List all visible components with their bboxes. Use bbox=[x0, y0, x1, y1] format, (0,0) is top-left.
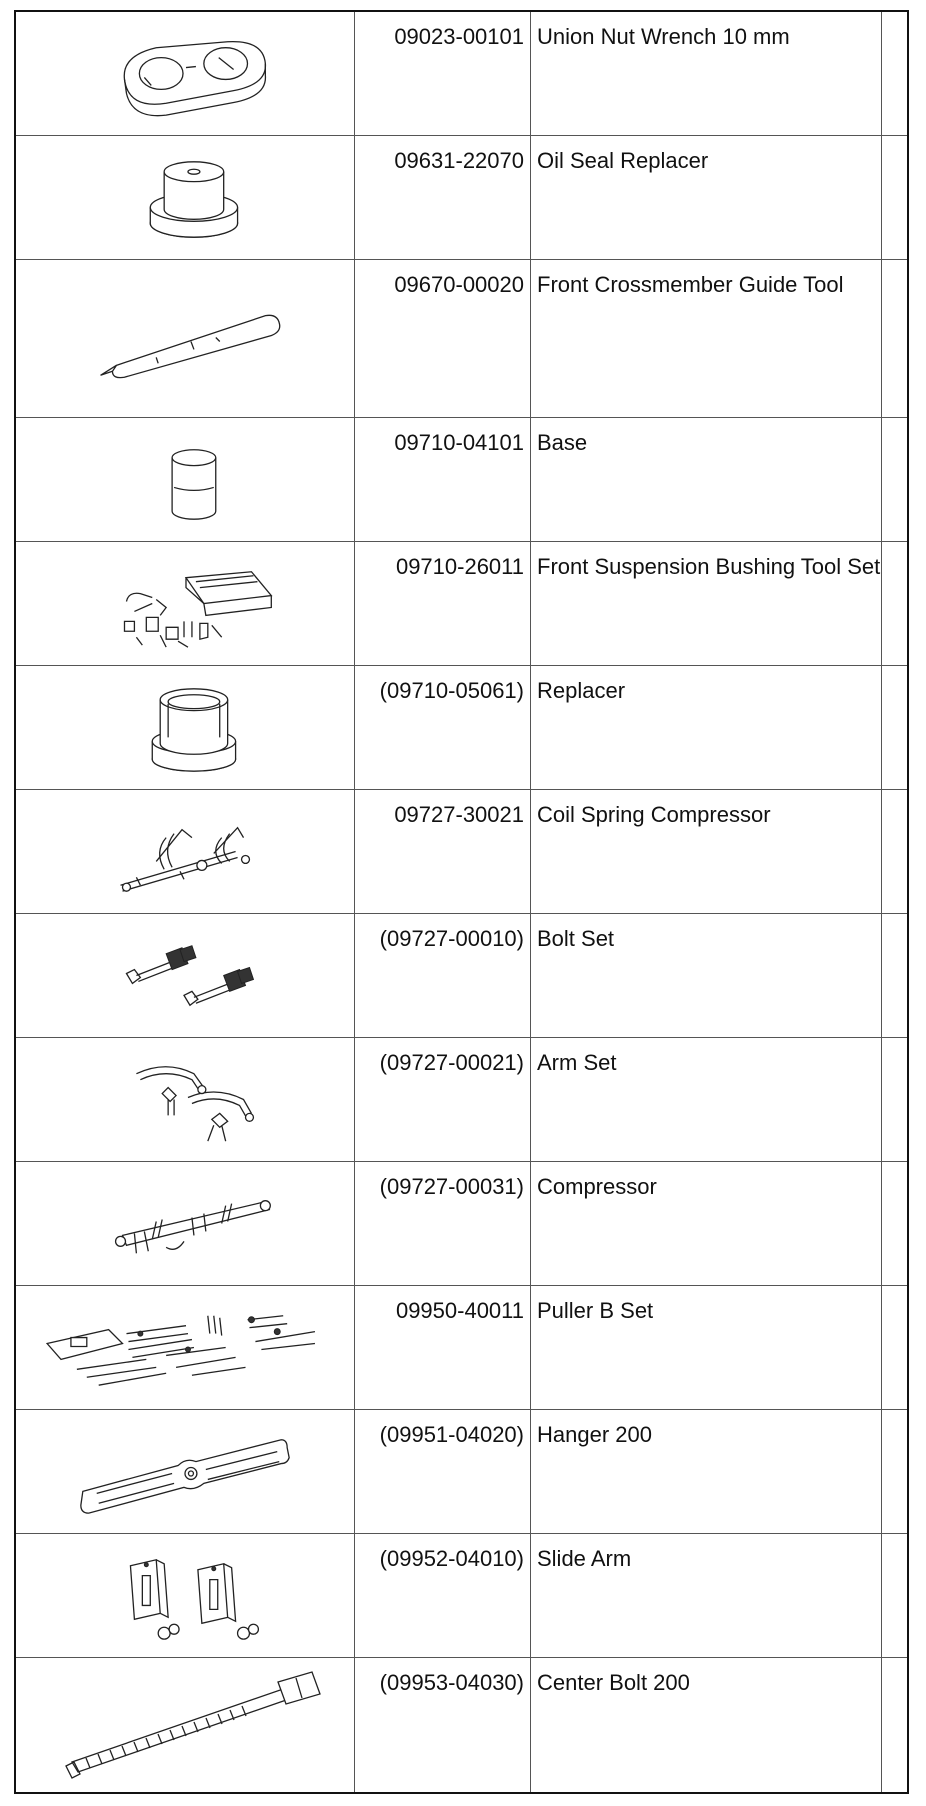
tool-illustration-cell bbox=[16, 418, 354, 541]
tool-name: Oil Seal Replacer bbox=[537, 148, 709, 173]
tool-name: Union Nut Wrench 10 mm bbox=[537, 24, 790, 49]
oil-seal-replacer-icon bbox=[16, 136, 354, 259]
part-number: 09023-00101 bbox=[394, 24, 524, 49]
tool-name: Front Suspension Bushing Tool Set bbox=[537, 554, 881, 579]
table-row bbox=[16, 790, 907, 914]
tool-name: Center Bolt 200 bbox=[537, 1670, 690, 1695]
replacer-icon bbox=[16, 666, 354, 789]
tool-name: Arm Set bbox=[537, 1050, 617, 1075]
tool-illustration-cell bbox=[16, 1410, 354, 1533]
part-number: (09953-04030) bbox=[379, 1670, 524, 1695]
arm-set-icon bbox=[16, 1038, 354, 1161]
tool-name: Base bbox=[537, 430, 588, 455]
tool-illustration-cell bbox=[16, 790, 354, 913]
table-row bbox=[16, 666, 907, 790]
union-nut-wrench-icon bbox=[16, 12, 354, 135]
table-row bbox=[16, 1162, 907, 1286]
tool-name: Replacer bbox=[537, 678, 626, 703]
part-number: (09727-00031) bbox=[379, 1174, 524, 1199]
part-number: 09727-30021 bbox=[394, 802, 524, 827]
table-row bbox=[16, 136, 907, 260]
tool-name: Front Crossmember Guide Tool bbox=[537, 272, 844, 297]
table-row bbox=[16, 1286, 907, 1410]
tool-name: Coil Spring Compressor bbox=[537, 802, 771, 827]
tool-name: Bolt Set bbox=[537, 926, 615, 951]
part-number: (09727-00021) bbox=[379, 1050, 524, 1075]
table-row bbox=[16, 418, 907, 542]
guide-tool-icon bbox=[16, 260, 354, 417]
table-row bbox=[16, 1658, 907, 1792]
tool-table bbox=[14, 10, 909, 1794]
tool-illustration-cell bbox=[16, 1162, 354, 1285]
part-number: 09670-00020 bbox=[394, 272, 524, 297]
tool-illustration-cell bbox=[16, 136, 354, 259]
tool-name: Compressor bbox=[537, 1174, 657, 1199]
bushing-tool-set-icon bbox=[16, 542, 354, 665]
tool-illustration-cell bbox=[16, 542, 354, 665]
tool-illustration-cell bbox=[16, 260, 354, 417]
part-number: (09727-00010) bbox=[379, 926, 524, 951]
table-row bbox=[16, 12, 907, 136]
part-number: (09951-04020) bbox=[379, 1422, 524, 1447]
tool-illustration-cell bbox=[16, 1286, 354, 1409]
part-number: 09950-40011 bbox=[395, 1298, 524, 1323]
part-number: (09710-05061) bbox=[379, 678, 524, 703]
tool-illustration-cell bbox=[16, 1534, 354, 1657]
tool-name: Puller B Set bbox=[537, 1298, 654, 1323]
coil-spring-compressor-icon bbox=[16, 790, 354, 913]
bolt-set-icon bbox=[16, 914, 354, 1037]
part-number: 09710-04101 bbox=[394, 430, 524, 455]
table-row bbox=[16, 260, 907, 418]
tool-illustration-cell bbox=[16, 1658, 354, 1792]
center-bolt-icon bbox=[16, 1658, 354, 1792]
part-number: 09710-26011 bbox=[395, 554, 524, 579]
puller-b-set-icon bbox=[16, 1286, 354, 1409]
tool-name: Hanger 200 bbox=[537, 1422, 652, 1447]
tool-illustration-cell bbox=[16, 12, 354, 135]
hanger-icon bbox=[16, 1410, 354, 1533]
tool-illustration-cell bbox=[16, 914, 354, 1037]
part-number: (09952-04010) bbox=[379, 1546, 524, 1571]
base-icon bbox=[16, 418, 354, 541]
part-number: 09631-22070 bbox=[394, 148, 524, 173]
table-row bbox=[16, 542, 907, 666]
table-row bbox=[16, 1534, 907, 1658]
compressor-icon bbox=[16, 1162, 354, 1285]
table-row bbox=[16, 914, 907, 1038]
tool-illustration-cell bbox=[16, 666, 354, 789]
tool-name: Slide Arm bbox=[537, 1546, 632, 1571]
table-row bbox=[16, 1410, 907, 1534]
table-row bbox=[16, 1038, 907, 1162]
slide-arm-icon bbox=[16, 1534, 354, 1657]
tool-illustration-cell bbox=[16, 1038, 354, 1161]
